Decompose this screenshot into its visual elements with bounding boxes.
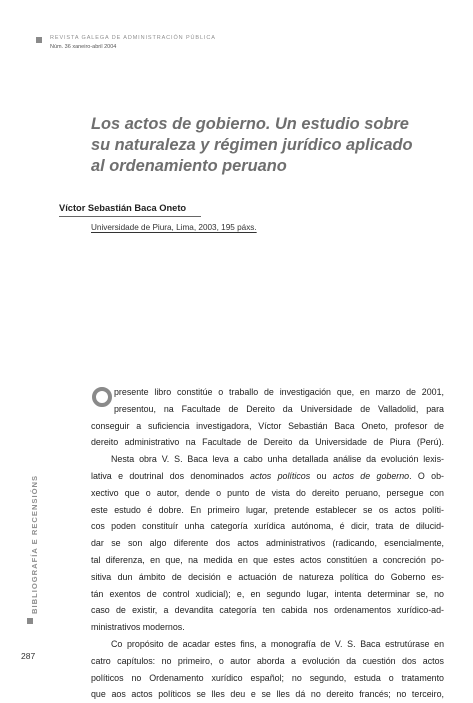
body-line: Co propósito de acadar estes fins, a monografía de V. S. Baca estrutúrase en [111,638,444,649]
body-line: presente libro constitúe o traballo de investigación que, en marzo de 2001, [91,384,444,401]
page-number: 287 [21,651,36,661]
publication-info: Universidade de Piura, Lima, 2003, 195 páxs. [91,223,257,232]
journal-marker [36,37,42,43]
section-label: BIBLIOGRAFÍA E RECENSIÓNS [30,474,39,614]
body-line: dereito administrativo na Facultade de Dereito da Universidade de Piura (Perú). [91,437,444,448]
article-body [91,384,444,703]
emphasis-actos-politicos: actos políticos [250,470,311,481]
body-line: Nesta obra V. S. Baca leva a cabo unha detallada análise da evolución lexis- [111,454,444,465]
body-line: xectivo que o autor, dende o punto de vista do dereito peruano, persegue con [91,487,444,498]
body-line: tal diferenza, en que, na medida en que estes actos constitúen a concreción po- [91,554,444,565]
body-line: catro capítulos: no primeiro, o autor aborda a evolución da cuestión dos actos [91,655,444,666]
body-line: presentou, na Facultade de Dereito da Universidade de Valladolid, para [114,403,444,414]
author-name: Víctor Sebastián Baca Oneto [59,203,187,213]
body-line: este estudo é dobre. En primeiro lugar, pretende establecer se os actos políti- [91,504,444,515]
body-line: caso de existir, a devandita categoría ten cabida nos ordenamentos xurídico-ad- [91,605,444,616]
body-line: tán exentos de control xudicial); e, en segundo lugar, intenta determinar se, no [91,588,444,599]
issue-info: Núm. 36 xaneiro-abril 2004 [50,44,117,50]
author-rule [59,216,201,217]
body-line: que aos actos políticos se lles deu e se lles dá no dereito francés; no terceiro, [91,689,444,700]
body-line: ministrativos modernos. [91,622,185,633]
body-line: cos poden constituír unha categoría xurídica autónoma, é dicir, trata de dilucid- [91,521,444,532]
body-line: dar se son algo diferente dos actos administrativos (radicando, esencialmente, [91,538,444,549]
body-line: políticos no Ordenamento xurídico español; no segundo, estuda o tratamento [91,672,444,683]
emphasis-actos-de-goberno: actos de goberno [332,470,410,481]
body-line: sitiva dun ámbito de decisión e actuación de natureza política do Goberno es- [91,571,444,582]
body-line: lativa e doutrinal dos denominados actos políticos ou actos de goberno. O ob- [91,470,444,481]
journal-name: REVISTA GALEGA DE ADMINISTRACIÓN PÚBLICA [50,35,216,41]
section-marker [27,618,33,624]
body-line: conseguir a suficiencia investigadora, Víctor Sebastián Baca Oneto, profesor de [91,420,444,431]
article-title: Los actos de gobierno. Un estudio sobre su naturaleza y régimen jurídico aplicado al ordenamiento peruano [91,115,413,175]
